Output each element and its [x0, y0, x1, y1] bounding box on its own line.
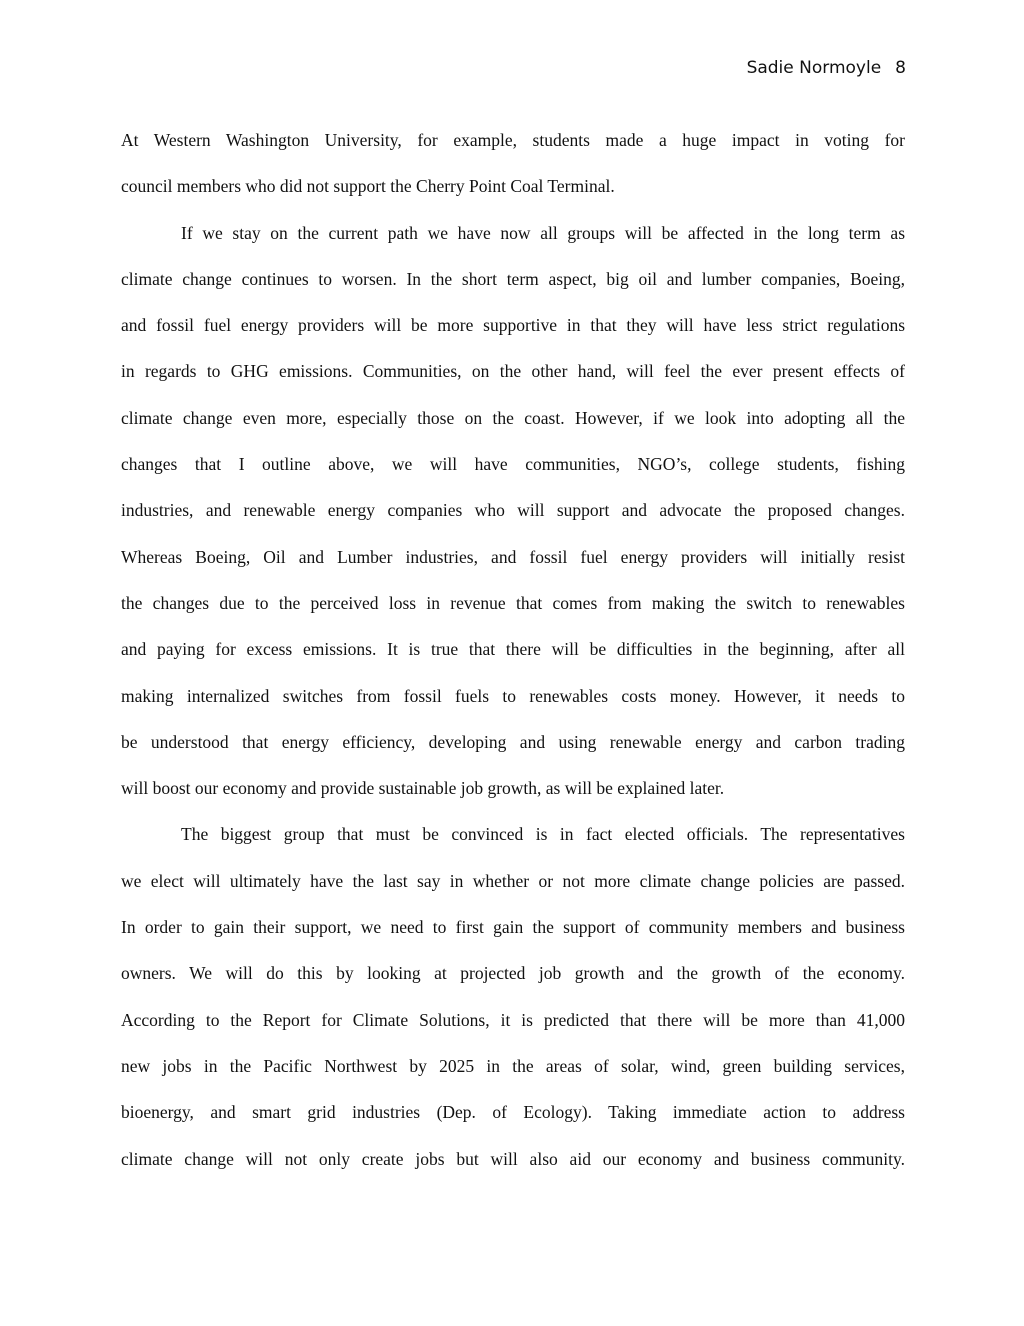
header-page-number: 8: [895, 58, 906, 78]
text-line: new jobs in the Pacific Northwest by 2025 in the areas of solar, wind, green building services,: [121, 1055, 905, 1076]
text-line: climate change continues to worsen. In the short term aspect, big oil and lumber companies, Boeing,: [121, 268, 905, 289]
text-line: changes that I outline above, we will have communities, NGO’s, college students, fishing: [121, 454, 905, 475]
text-line: council members who did not support the Cherry Point Coal Terminal.: [121, 176, 615, 197]
text-line: The biggest group that must be convinced is in fact elected officials. The representatives: [181, 824, 905, 845]
text-line: and paying for excess emissions. It is true that there will be difficulties in the beginning, after all: [121, 639, 905, 660]
running-head: [747, 58, 906, 78]
text-line: At Western Washington University, for example, students made a huge impact in voting for: [121, 130, 905, 150]
text-line: be understood that energy efficiency, developing and using renewable energy and carbon trading: [121, 731, 905, 752]
text-line: will boost our economy and provide sustainable job growth, as will be explained later.: [121, 778, 725, 799]
text-line: According to the Report for Climate Solutions, it is predicted that there will be more than 41,000: [121, 1009, 905, 1030]
text-line: industries, and renewable energy companies who will support and advocate the proposed changes.: [121, 500, 905, 521]
body-text: [121, 117, 905, 1182]
text-line: In order to gain their support, we need to first gain the support of community members and business: [121, 917, 905, 938]
text-line: bioenergy, and smart grid industries (Dep. of Ecology). Taking immediate action to address: [121, 1102, 905, 1123]
text-line: in regards to GHG emissions. Communities, on the other hand, will feel the ever present effects of: [121, 361, 905, 382]
text-line: climate change will not only create jobs but will also aid our economy and business community.: [121, 1148, 905, 1169]
text-line: we elect will ultimately have the last say in whether or not more climate change policies are passed.: [121, 870, 905, 891]
text-line: the changes due to the perceived loss in revenue that comes from making the switch to renewables: [121, 592, 905, 613]
text-line: Whereas Boeing, Oil and Lumber industries, and fossil fuel energy providers will initially resist: [121, 546, 905, 567]
text-line: making internalized switches from fossil fuels to renewables costs money. However, it needs to: [121, 685, 905, 706]
text-line: and fossil fuel energy providers will be more supportive in that they will have less strict regulations: [121, 315, 905, 336]
text-line: climate change even more, especially those on the coast. However, if we look into adopting all the: [121, 407, 905, 428]
header-author: Sadie Normoyle: [746, 58, 882, 78]
text-line: If we stay on the current path we have now all groups will be affected in the long term as: [181, 222, 905, 243]
text-line: owners. We will do this by looking at projected job growth and the growth of the economy.: [121, 963, 905, 984]
